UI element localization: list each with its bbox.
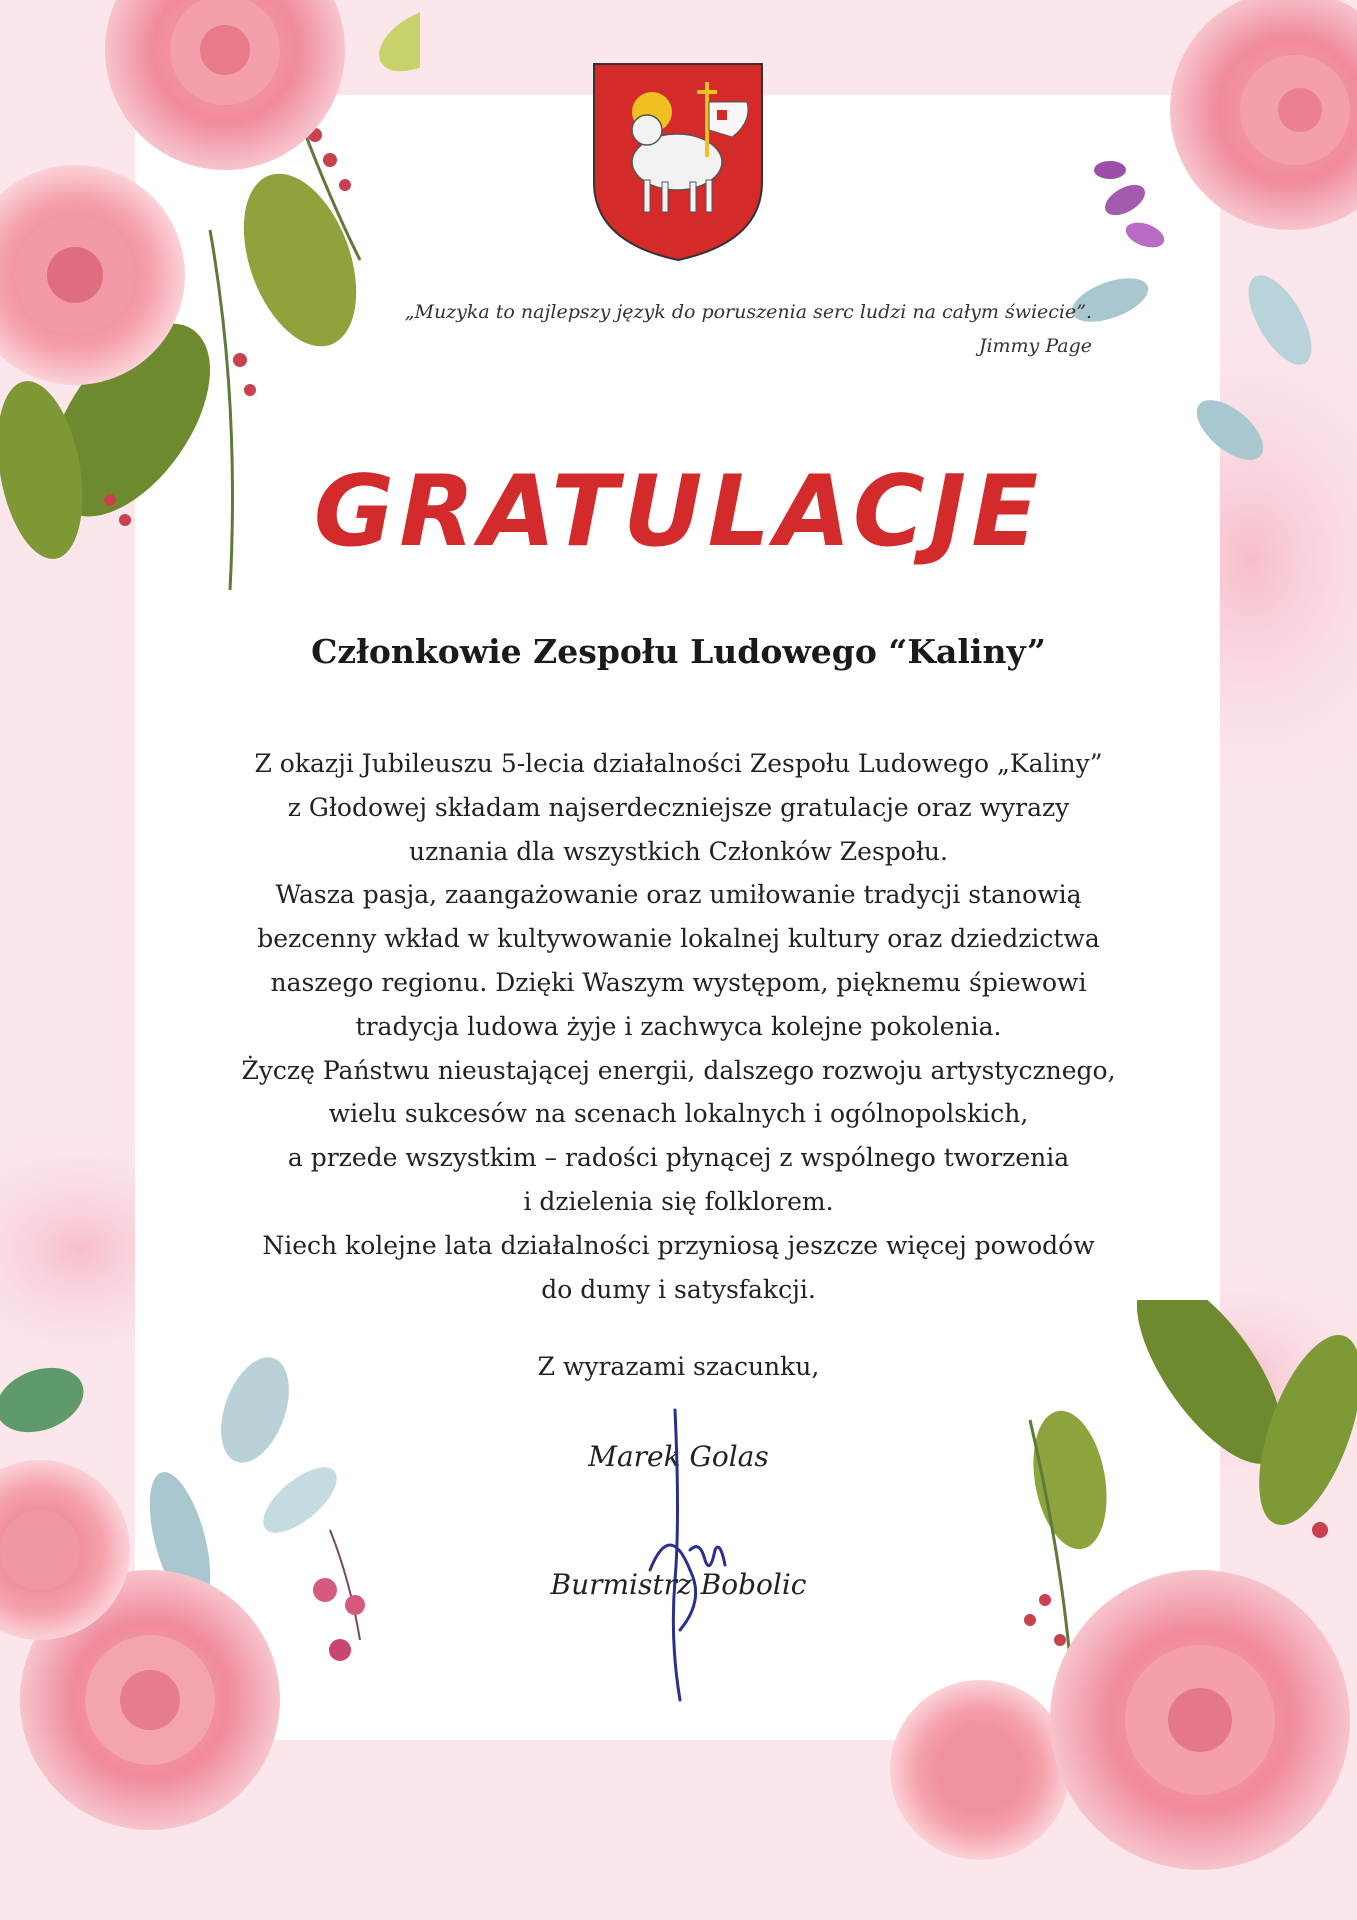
body-line: Wasza pasja, zaangażowanie oraz umiłowanie tradycji stanowią (275, 880, 1082, 910)
bottom-right-flowers (870, 1300, 1357, 1920)
bottom-left-flowers (0, 1340, 420, 1920)
body-line: Życzę Państwu nieustającej energii, dalszego rozwoju artystycznego, (241, 1055, 1116, 1085)
body-line: wielu sukcesów na scenach lokalnych i ogólnopolskich, (328, 1099, 1029, 1129)
body-text (195, 742, 1162, 1311)
page-title: GRATULACJE (313, 455, 1044, 569)
quote-block (380, 295, 1092, 363)
body-line: uznania dla wszystkich Członków Zespołu. (409, 836, 948, 866)
body-line: naszego regionu. Dzięki Waszym występom, pięknemu śpiewowi (270, 967, 1087, 997)
top-right-flowers (1050, 0, 1357, 480)
body-line: bezcenny wkład w kultywowanie lokalnej kultury oraz dziedzictwa (257, 924, 1100, 954)
handwritten-signature (620, 1400, 730, 1720)
quote-text: „Muzyka to najlepszy język do poruszenia serc ludzi na całym świecie”. (404, 301, 1092, 323)
signer-name: Marek Golas (588, 1440, 769, 1473)
body-line: tradycja ludowa żyje i zachwyca kolejne pokolenia. (355, 1011, 1002, 1041)
body-line: a przede wszystkim – radości płynącej z wspólnego tworzenia (287, 1143, 1070, 1173)
body-line: do dumy i satysfakcji. (541, 1274, 816, 1304)
recipients-heading: Członkowie Zespołu Ludowego “Kaliny” (311, 632, 1046, 671)
body-line: Z okazji Jubileuszu 5-lecia działalności Zespołu Ludowego „Kaliny” (254, 749, 1103, 778)
signer-role: Burmistrz Bobolic (550, 1568, 807, 1601)
body-line: i dzielenia się folklorem. (523, 1186, 834, 1216)
body-line: z Głodowej składam najserdeczniejsze gratulacje oraz wyrazy (287, 792, 1070, 822)
body-line: Niech kolejne lata działalności przyniosą jeszcze więcej powodów (262, 1230, 1095, 1260)
closing-salutation: Z wyrazami szacunku, (537, 1352, 820, 1381)
quote-author: Jimmy Page (978, 335, 1092, 357)
lamb-of-god-crest-icon (592, 62, 764, 262)
